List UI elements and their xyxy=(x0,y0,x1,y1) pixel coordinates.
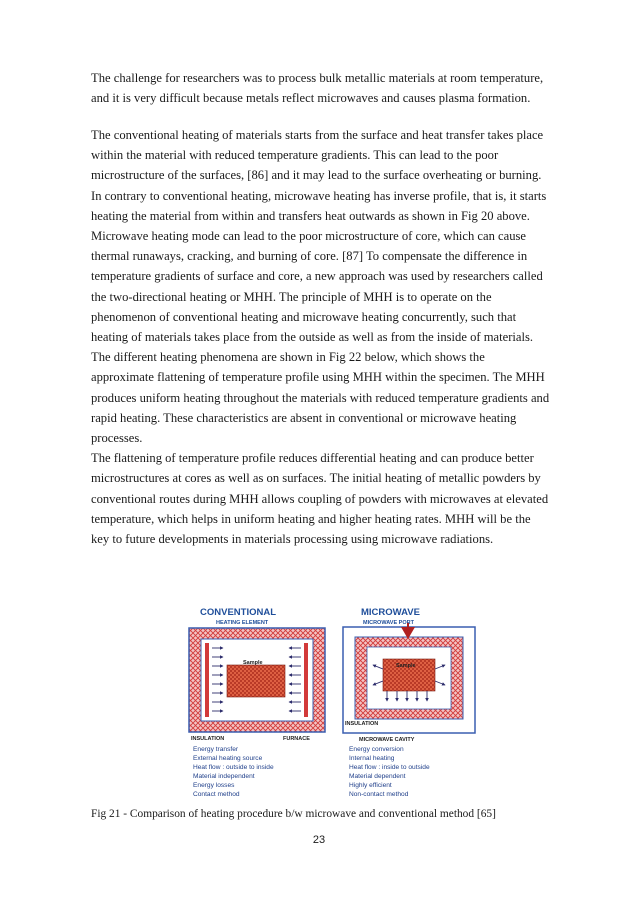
conventional-insulation-label: INSULATION xyxy=(191,736,225,742)
text-line: In contrary to conventional heating, microwave heating has inverse profile, that is, it starts xyxy=(91,188,547,203)
figure-caption: Fig 21 - Comparison of heating procedure b/w microwave and conventional method [65] xyxy=(91,808,496,820)
property-item: Energy losses xyxy=(193,782,235,789)
microwave-diagram xyxy=(343,623,475,733)
property-item: Contact method xyxy=(193,791,240,798)
conventional-sample xyxy=(227,665,285,697)
text-line: The challenge for researchers was to process bulk metallic materials at room temperature, xyxy=(91,71,544,85)
conventional-diagram xyxy=(189,628,325,732)
conventional-sample-label: Sample xyxy=(243,660,263,666)
conventional-furnace-label: FURNACE xyxy=(283,736,310,742)
property-item: Heat flow : outside to inside xyxy=(193,764,274,771)
text-line: heating of materials takes place from the outside as well as from the inside of materials. xyxy=(91,330,534,345)
microwave-cavity-label: MICROWAVE CAVITY xyxy=(359,737,415,743)
text-line: conventional routes during MHH allows coupling of powders with microwaves at elevated xyxy=(91,491,549,506)
property-item: Heat flow : inside to outside xyxy=(349,764,430,771)
property-item: Internal heating xyxy=(349,755,395,762)
text-line: The conventional heating of materials starts from the surface and heat transfer takes place xyxy=(91,128,544,142)
property-item: Material independent xyxy=(193,773,255,780)
text-line: temperature, which helps in uniform heating and higher heating rates. MHH will be the xyxy=(91,511,531,526)
microwave-insulation-label: INSULATION xyxy=(345,721,379,727)
microwave-sample-label: Sample xyxy=(396,663,416,669)
text-line: approximate flattening of temperature profile using MHH within the specimen. The MHH xyxy=(91,370,545,385)
property-item: Energy transfer xyxy=(193,746,239,753)
text-line: microstructures at cores as well as on surfaces. The initial heating of metallic powders by xyxy=(91,471,541,486)
property-item: External heating source xyxy=(193,755,263,762)
text-line: The different heating phenomena are shown in Fig 22 below, which shows the xyxy=(91,350,485,365)
page-number: 23 xyxy=(312,834,326,846)
property-item: Highly efficient xyxy=(349,782,392,789)
text-line: the two-directional heating or MHH. The principle of MHH is to operate on the xyxy=(91,289,492,304)
text-line: thermal runaways, cracking, and burning of core. [87] To compensate the difference in xyxy=(91,249,528,264)
paragraph-body xyxy=(91,125,561,549)
text-line: processes. xyxy=(91,431,143,446)
text-line: microstructure of the surfaces, [86] and it may lead to the surface overheating or burning. xyxy=(91,168,542,183)
property-item: Energy conversion xyxy=(349,746,404,753)
microwave-subtitle: MICROWAVE PORT xyxy=(363,620,414,626)
conventional-subtitle: HEATING ELEMENT xyxy=(216,620,269,626)
text-line: rapid heating. These characteristics are absent in conventional or microwave heating xyxy=(91,410,517,425)
text-line: The flattening of temperature profile reduces differential heating and can produce better xyxy=(91,451,534,466)
conventional-title: CONVENTIONAL xyxy=(200,607,276,618)
property-item: Material dependent xyxy=(349,773,406,780)
text-line: within the material with reduced temperature gradients. This can lead to the poor xyxy=(91,148,499,163)
text-line: phenomenon of conventional heating and microwave heating concurrently, such that xyxy=(91,309,517,324)
paragraph-intro xyxy=(91,68,561,108)
text-line: heating the material from within and transfers heat outwards as shown in Fig 20 above. xyxy=(91,208,530,223)
property-item: Non-contact method xyxy=(349,791,409,798)
microwave-title: MICROWAVE xyxy=(361,607,420,618)
microwave-properties xyxy=(349,746,430,798)
text-line: and it is very difficult because metals reflect microwaves and causes plasma formation. xyxy=(91,91,531,106)
text-line: temperature gradients of surface and core, a new approach was used by researchers called xyxy=(91,269,543,284)
conventional-properties xyxy=(193,746,274,798)
text-line: key to future developments in materials processing using microwave radiations. xyxy=(91,532,494,547)
text-line: produces uniform heating throughout the materials with reduced temperature gradients and xyxy=(91,390,550,405)
figure-heating-comparison xyxy=(183,603,483,808)
text-line: Microwave heating mode can lead to the poor microstructure of core, which can cause xyxy=(91,229,527,244)
